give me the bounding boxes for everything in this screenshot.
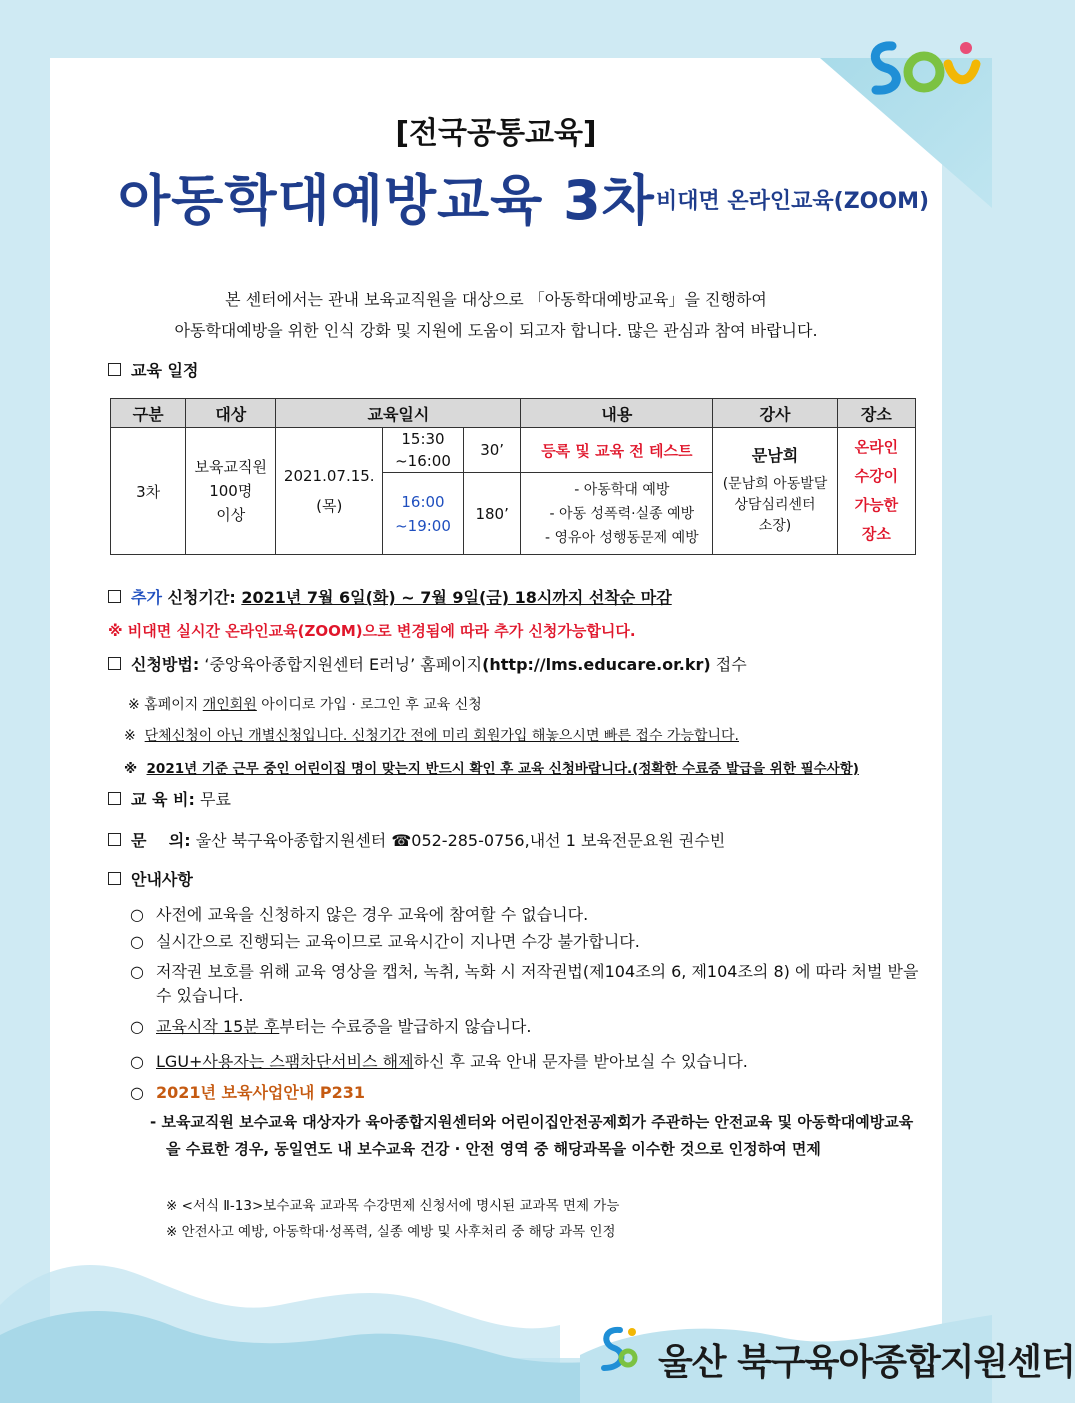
intro-line-2: 아동학대예방을 위한 인식 강화 및 지원에 도움이 되고자 합니다. 많은 관심과 참여 바랍니다.: [174, 321, 818, 340]
list-item: ○ 교육시작 15분 후부터는 수료증을 발급하지 않습니다.: [130, 1017, 532, 1036]
checkbox-icon: [108, 872, 121, 885]
schedule-table: [110, 398, 916, 555]
page-title: 아동학대예방교육 3차: [118, 169, 655, 232]
list-item: ○ 저작권 보호를 위해 교육 영상을 캡처, 녹취, 녹화 시 저작권법(제104조의 6, 제104조의 8) 에 따라 처벌 받을 수 있습니다.: [130, 962, 919, 1005]
col-header: 장소: [837, 399, 915, 428]
col-header: 강사: [713, 399, 838, 428]
target-cell: 보육교직원 100명 이상: [186, 428, 276, 555]
col-header: 대상: [186, 399, 276, 428]
instructor-cell: 문남희 (문남희 아동발달 상담심리센터 소장): [713, 428, 838, 555]
schedule-heading: 교육 일정: [108, 358, 198, 381]
apply-notice: ※ 비대면 실시간 온라인교육(ZOOM)으로 변경됨에 따라 추가 신청가능합니다.: [108, 622, 636, 640]
session2-time: 16:00 ~19:00: [383, 473, 464, 555]
exemption-note-2: ※ 안전사고 예방, 아동학대·성폭력, 실종 예방 및 사후처리 중 해당 과목 인정: [166, 1224, 616, 1240]
fee-line: 교 육 비: 무료: [108, 787, 231, 810]
list-item: ○ LGU+사용자는 스팸차단서비스 해제하신 후 교육 안내 문자를 받아보실 수 있습니다.: [130, 1052, 748, 1071]
checkbox-icon: [108, 792, 121, 805]
center-logo-icon: [862, 34, 982, 104]
intro-line-1: 본 센터에서는 관내 보육교직원을 대상으로 「아동학대예방교육」을 진행하여: [225, 290, 767, 309]
col-header: 내용: [521, 399, 713, 428]
apply-note-2: ※ 단체신청이 아닌 개별신청입니다. 신청기간 전에 미리 회원가입 해놓으시면 빠른 접수 가능합니다.: [124, 728, 740, 744]
footer-logo-icon: [598, 1322, 638, 1382]
exemption-text: - 보육교직원 보수교육 대상자가 육아종합지원센터와 어린이집안전공제회가 주관하는 안전교육 및 아동학대예방교육을 수료한 경우, 동일연도 내 보수교육 건강 · 안전 영역 중 해당과목을 이수한 것으로 인정하여 면제: [150, 1113, 914, 1158]
contact-line: 문 의: 울산 북구육아종합지원센터 ☎052-285-0756,내선 1 보육전문요원 권수빈: [108, 828, 725, 851]
list-item: ○ 2021년 보육사업안내 P231: [130, 1083, 365, 1102]
footer-org-name: 울산 북구육아종합지원센터: [658, 1342, 1075, 1383]
guide-heading: 안내사항: [108, 867, 193, 890]
apply-note-1: ※ 홈페이지 개인회원 아이디로 가입 · 로그인 후 교육 신청: [128, 697, 482, 713]
session2-content: - 아동학대 예방 - 아동 성폭력·실종 예방 - 영유아 성행동문제 예방: [521, 473, 713, 555]
education-mode: 비대면 온라인교육(ZOOM): [656, 189, 930, 214]
checkbox-icon: [108, 657, 121, 670]
table-row: [111, 428, 916, 473]
checkbox-icon: [108, 833, 121, 846]
round-cell: 3차: [111, 428, 186, 555]
apply-url-link[interactable]: (http://lms.educare.or.kr): [482, 655, 711, 674]
apply-period: 추가 신청기간: 2021년 7월 6일(화) ~ 7월 9일(금) 18시까지 선착순 마감: [108, 585, 672, 608]
apply-note-3: ※ 2021년 기준 근무 중인 어린이집 명이 맞는지 반드시 확인 후 교육 신청바랍니다.(정확한 수료증 발급을 위한 필수사항): [124, 761, 859, 777]
checkbox-icon: [108, 363, 121, 376]
checkbox-icon: [108, 590, 121, 603]
table-header-row: [111, 399, 916, 428]
date-cell: 2021.07.15. (목): [276, 428, 383, 555]
exemption-note-1: ※ <서식 Ⅱ-13>보수교육 교과목 수강면제 신청서에 명시된 교과목 면제 가능: [166, 1198, 620, 1214]
apply-method: 신청방법: ‘중앙육아종합지원센터 E러닝’ 홈페이지(http://lms.educare.or.kr) 접수: [108, 652, 747, 675]
col-header: 구분: [111, 399, 186, 428]
col-header: 교육일시: [276, 399, 521, 428]
session2-duration: 180’: [463, 473, 521, 555]
list-item: ○ 사전에 교육을 신청하지 않은 경우 교육에 참여할 수 없습니다.: [130, 905, 589, 924]
session1-duration: 30’: [463, 428, 521, 473]
session1-time: 15:30 ~16:00: [383, 428, 464, 473]
session1-content: 등록 및 교육 전 테스트: [521, 428, 713, 473]
place-cell: 온라인 수강이 가능한 장소: [837, 428, 915, 555]
page-subtitle: [전국공통교육]: [395, 116, 597, 151]
list-item: ○ 실시간으로 진행되는 교육이므로 교육시간이 지나면 수강 불가합니다.: [130, 932, 640, 951]
